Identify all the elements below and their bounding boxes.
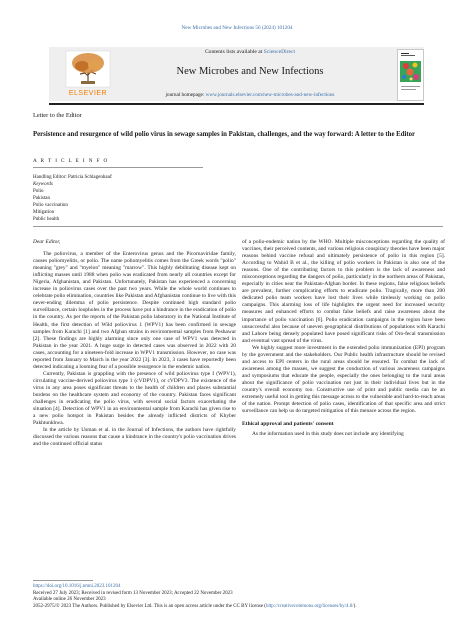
sciencedirect-link[interactable]: ScienceDirect — [263, 49, 296, 55]
homepage-prefix: journal homepage: — [165, 92, 206, 98]
ethics-paragraph: As the information used in this study does not include any identifying — [252, 431, 404, 438]
contents-prefix: Contents lists available at — [204, 49, 264, 55]
salutation: Dear Editor, — [33, 239, 61, 245]
body-paragraph: In the article by Usman et al. in the Journal of Infections, the authors have rightfully discussed the various reasons that cause a hindrance in the country's polio vaccination drives and the continued official status — [33, 427, 236, 448]
license-suffix: ). — [353, 603, 357, 609]
keyword: Polio — [33, 189, 44, 194]
doi-link[interactable]: https://doi.org/10.1016/j.nmni.2023.101204 — [33, 584, 121, 589]
keyword: Public health — [33, 217, 60, 222]
masthead-rule — [49, 103, 424, 105]
homepage-line — [130, 92, 370, 98]
license-line — [33, 604, 443, 611]
footer — [33, 584, 443, 610]
keyword: Polio vaccination — [33, 203, 68, 208]
ethics-heading: Ethical approval and patients' consent — [242, 421, 334, 428]
body-paragraph: Currently, Pakistan is grappling with the presence of wild poliovirus type I (WPV1), circulating vaccine-derived poliovirus type 1 (cVDPV1), or cVDPV3. The existence of the virus in any area poses significant threats to the health of children and places substantial burdens on the healthcare system and economy of the country. Pakistan faces significant challenges in eradicating the polio virus, with several social factors exacerbating the situation [4]. Detection of WPV1 in an environmental sample from Karachi has given rise to a new polio hotspot in Pakistan besides the already inflicted districts of Khyber Pakhtunkhwa. — [33, 370, 236, 427]
footer-rule — [33, 580, 93, 581]
keyword: Pakistan — [33, 196, 50, 201]
article-info — [33, 174, 203, 223]
body-paragraph: of a polio-endemic nation by the WHO. Multiple misconceptions regarding the quality of vaccines, their perceived contents, and various religious conspiracy theories have been major reasons behind vaccine refusal and ultimately persistence of polio in this region [5]. According to Wahid B et al., the killing of polio workers in Pakistan is also one of the reasons. One of the contributing factors to this problem is the lack of awareness and misconceptions regarding the dangers of polio, particularly in the northern areas of Pakistan, especially in cities near the Pakistan-Afghan border. In these regions, false religious beliefs are prevalent, further complicating efforts to eradicate polio. Tragically, more than 200 dedicated polio team workers have lost their lives while tirelessly working on polio campaigns. This alarming loss of life highlights the urgent need for increased security measures and enhanced efforts to combat false beliefs and raise awareness about the importance of polio vaccination [6]. Polio eradication campaigns in the region have been unsuccessful also because of uneven geographical distributions of populations with Karachi and Lahore being densely populated have posed significant risks of Oro-fecal transmission and eventual vast spread of the virus. — [242, 239, 445, 344]
elsevier-wordmark: ELSEVIER — [68, 90, 108, 97]
license-link[interactable]: http://creativecommons.org/licenses/by/4.0/ — [265, 603, 354, 609]
journal-cover-thumbnail — [397, 49, 424, 101]
license-text: 2052-2975/© 2023 The Authors. Published by Elsevier Ltd. This is an open access article under the CC BY license ( — [33, 603, 266, 609]
left-column — [33, 239, 236, 448]
handling-editor: Handling Editor: Patricia Schlagenhauf — [33, 175, 112, 180]
body-top-rule — [33, 226, 443, 227]
article-info-heading: A R T I C L E I N F O — [33, 158, 109, 164]
right-column — [242, 239, 445, 438]
keyword: Mitigation — [33, 210, 55, 215]
journal-homepage-link[interactable]: www.journals.elsevier.com/new-microbes-and-new-infections — [205, 92, 335, 98]
article-info-rule — [33, 167, 203, 168]
contents-line — [130, 49, 370, 55]
keywords-label: Keywords — [33, 182, 53, 187]
body-paragraph: We highly suggest more investment in the extended polio immunization (EPI) program by the government and the stakeholders. Our Public health infrastructure should be revised and access to EPI centers in the rural areas should be ensured. To combat the lack of awareness among the masses, we suggest the conduction of various awareness campaigns and symposiums that educate the people, especially the ones belonging to the rural areas about the significance of polio vaccination not just in their individual lives but in the country's overall economy too. Constructive use of print and public media can be an extremely useful tool in getting this message across to the vulnerable and hard-to-reach areas of the nation. Prompt detection of polio cases, identification of that specific area and strict surveillance can help us do targeted mitigation of this menace across the region. — [242, 344, 445, 415]
article-history: Received 27 July 2023; Received in revised form 13 November 2023; Accepted 22 November 2023 — [33, 590, 233, 596]
article-title: Persistence and resurgence of wild polio virus in sewage samples in Pakistan, challenges, and the way forward: A letter to the Editor — [33, 131, 416, 138]
journal-name: New Microbes and New Infections — [176, 66, 324, 77]
running-head[interactable]: New Microbes and New Infections 56 (2024) 101204 — [181, 25, 293, 31]
available-online: Available online 26 November 2023 — [33, 597, 106, 603]
article-type: Letter to the Editor — [33, 112, 82, 119]
body-paragraph: The poliovirus, a member of the Enterovirus genus and the Picornaviridae family, causes poliomyelitis, or polio. The name poliomyelitis comes from the Greek words "polio" meaning "grey" and "myelon" meaning "marrow". This highly debilitating disease kept on inflicting masses until 1988 when polio was eradicated from nearly all countries except for Nigeria, Afghanistan, and Pakistan. Unfortunately, Pakistan has experienced a concerning increase in poliovirus cases over the past two years. While the whole world continues to celebrate polio elimination, countries like Pakistan and Afghanistan continue to live with this never-ending dilemma of polio persistence. Despite continued high standard polio surveillance, certain loopholes in the process have put a hindrance in the eradication of polio in the country. As per the reports of the Pakistan polio laboratory in the National Institute of Health, the first detection of Wild poliovirus 1 (WPV1) has been confirmed in sewage samples from Karachi [1] and two Afghan strains in environmental samples from Peshawar [2]. These findings are highly alarming since only one case of WPV1 was detected in Pakistan in the year 2021. A huge surge in detected cases was observed in 2022 with 20 cases, accounting for a nineteen-fold increase in WPV1 transmission. However, no case was reported from January to March in the year 2022 [3]. In 2023, 3 cases have reportedly been detected indicating a looming fear of a possible resurgence in the endemic nation. — [33, 251, 236, 370]
